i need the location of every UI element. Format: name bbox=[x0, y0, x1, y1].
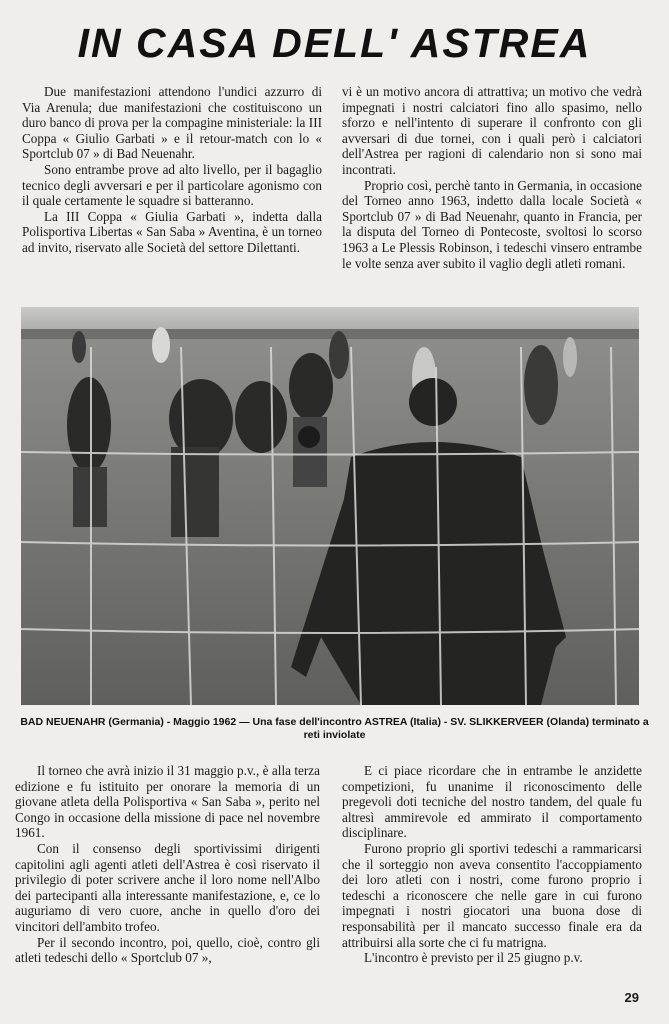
article-column-bottom-left bbox=[15, 763, 320, 966]
paragraph: vi è un motivo ancora di attrattiva; un motivo che vedrà impegnati i nostri calciatori fino allo spasimo, nello sforzo e nell'intento di superare il confronto con gli avversari di due tornei, con i quali però i calciatori dell'Astrea per ragioni di calendario non si sono mai incontrati. bbox=[342, 84, 642, 177]
article-column-top-right bbox=[342, 84, 642, 271]
article-title: IN CASA DELL' ASTREA bbox=[77, 20, 592, 66]
paragraph: E ci piace ricordare che in entrambe le anzidette competizioni, fu unanime il riconoscimento delle pregevoli doti tecniche del nostro tandem, del quale fu altresì ammirevole ed ammirato il comportamento disciplinare. bbox=[342, 763, 642, 841]
paragraph: Due manifestazioni attendono l'undici azzurro di Via Arenula; due manifestazioni che costituiscono un duro banco di prova per la compagine ministeriale: la III Coppa « Giulio Garbati » e il retour-match con lo « Sportclub 07 » di Bad Neuenahr. bbox=[22, 84, 322, 162]
paragraph: L'incontro è previsto per il 25 giugno p.v. bbox=[364, 950, 583, 966]
paragraph: Furono proprio gli sportivi tedeschi a rammaricarsi che il sorteggio non aveva consentito l'accoppiamento dei loro atleti con i nostri, come furono proprio i tedeschi a riconoscere che nelle gare in cui furono impegnati i nostri giocatori una buona dose di responsabilità per il mancato successo finale era da attribuirsi alla sorte che ci fu matrigna. bbox=[342, 840, 642, 950]
article-column-bottom-right bbox=[342, 763, 642, 966]
article-column-top-left bbox=[22, 84, 322, 256]
paragraph: Con il consenso degli sportivissimi dirigenti capitolini agli agenti atleti dell'Astrea è così riservato il privilegio di poter scrivere anche il loro nome nell'Albo dei partecipanti alla interessante manifestazione, e, ce lo auguriamo di vero cuore, anche in quello d'oro dei vincitori dell'ambito trofeo. bbox=[15, 840, 320, 934]
paragraph: Proprio così, perchè tanto in Germania, in occasione del Torneo anno 1963, indetto dalla locale Società « Sportclub 07 » di Bad Neuenahr, quanto in Francia, per la disputa del Torneo di Pontecoste, svoltosi lo scorso 1963 a Le Plessis Robinson, i tedeschi vinsero entrambe le volte senza aver subito il vaglio degli atleti romani. bbox=[342, 177, 642, 271]
paragraph: Il torneo che avrà inizio il 31 maggio p.v., è alla terza edizione e fu istituito per onorare la memoria di un giovane atleta della Polisportiva « San Saba », perito nel Congo in occasione della missione di pace nel novembre 1961. bbox=[15, 763, 320, 841]
paragraph: Per il secondo incontro, poi, quello, cioè, contro gli atleti tedeschi dello « Sportclub 07 », bbox=[15, 934, 320, 966]
paragraph: Sono entrambe prove ad alto livello, per il bagaglio tecnico degli avversari e per il particolare agonismo con il quale certamente le squadre si batteranno. bbox=[22, 161, 322, 209]
football-match-photo bbox=[21, 307, 639, 705]
photo-caption: BAD NEUENAHR (Germania) - Maggio 1962 — Una fase dell'incontro ASTREA (Italia) - SV. SLIKKERVEER (Olanda) terminato a reti inviolate bbox=[20, 716, 649, 741]
page-number: 29 bbox=[624, 990, 639, 1005]
paragraph: La III Coppa « Giulia Garbati », indetta dalla Polisportiva Libertas « San Saba » Aventina, è un torneo ad invito, riservato alle Società del settore Dilettanti. bbox=[22, 208, 322, 255]
